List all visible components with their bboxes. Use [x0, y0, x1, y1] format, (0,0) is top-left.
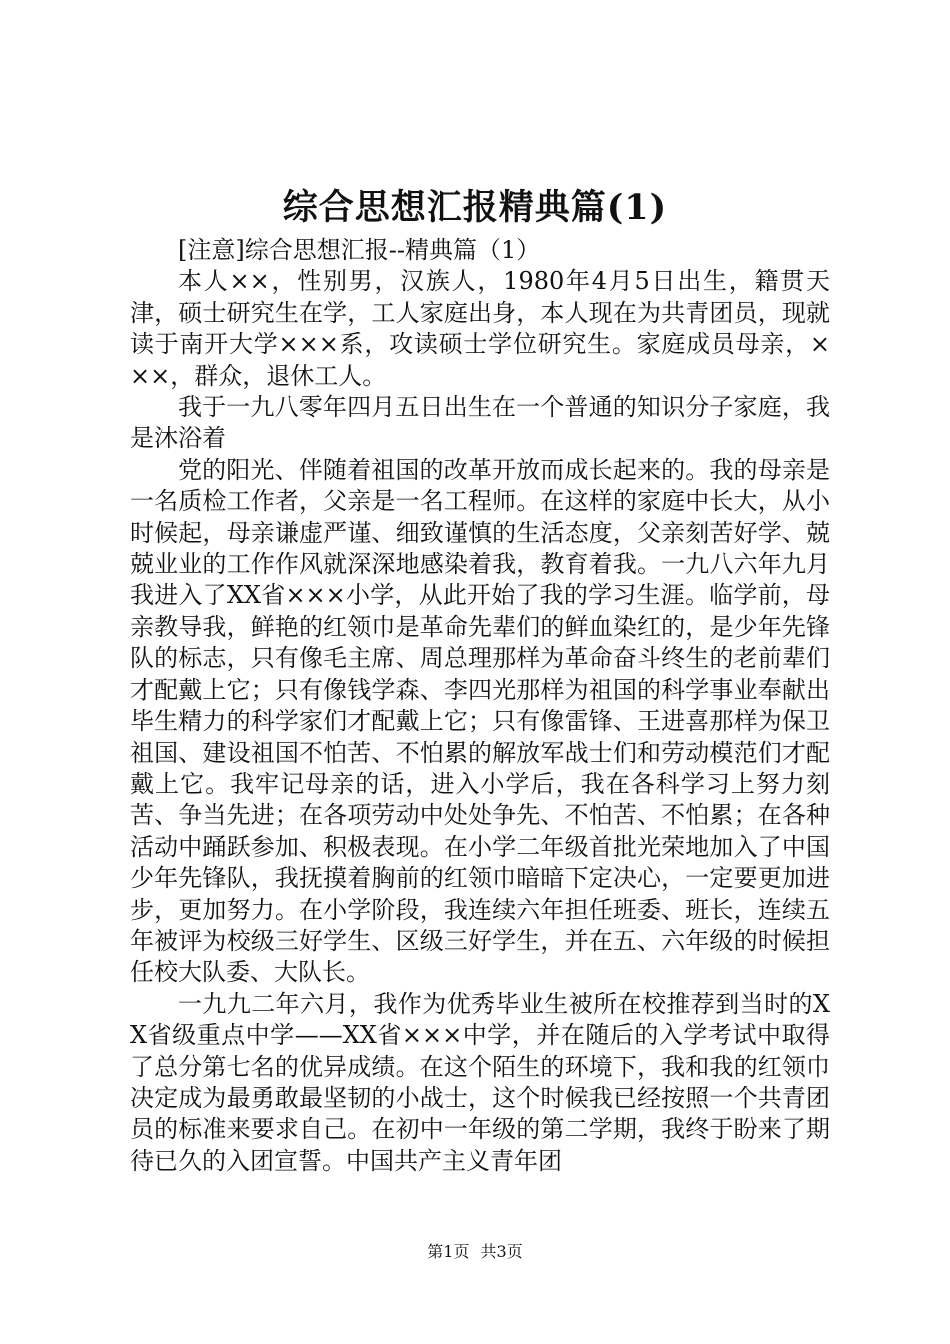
page-total: 共3页: [480, 1242, 523, 1261]
document-body: [130, 235, 830, 1177]
page-number: 第1页: [427, 1242, 470, 1261]
paragraph-birth: 我于一九八零年四月五日出生在一个普通的知识分子家庭，我是沐浴着: [130, 393, 830, 453]
paragraph-personal-info: 本人××，性别男，汉族人，1980年4月5日出生，籍贯天津，硕士研究生在学，工人家庭出身，本人现在为共青团员，现就读于南开大学×××系，攻读硕士学位研究生。家庭成员母亲，×××，群众，退休工人。: [130, 267, 830, 390]
paragraph-childhood: 党的阳光、伴随着祖国的改革开放而成长起来的。我的母亲是一名质检工作者，父亲是一名工程师。在这样的家庭中长大，从小时候起，母亲谦虚严谨、细致谨慎的生活态度，父亲刻苦好学、兢兢业业的工作作风就深深地感染着我，教育着我。一九八六年九月我进入了XX省×××小学，从此开始了我的学习生涯。临学前，母亲教导我，鲜艳的红领巾是革命先辈们的鲜血染红的，是少年先锋队的标志，只有像毛主席、周总理那样为革命奋斗终生的老前辈们才配戴上它；只有像钱学森、李四光那样为祖国的科学事业奉献出毕生精力的科学家们才配戴上它；只有像雷锋、王进喜那样为保卫祖国、建设祖国不怕苦、不怕累的解放军战士们和劳动模范们才配戴上它。我牢记母亲的话，进入小学后，我在各科学习上努力刻苦、争当先进；在各项劳动中处处争先、不怕苦、不怕累；在各种活动中踊跃参加、积极表现。在小学二年级首批光荣地加入了中国少年先锋队，我抚摸着胸前的红领巾暗暗下定决心，一定要更加进步，更加努力。在小学阶段，我连续六年担任班委、班长，连续五年被评为校级三好学生、区级三好学生，并在五、六年级的时候担任校大队委、大队长。: [130, 455, 830, 987]
paragraph-middle-school: 一九九二年六月，我作为优秀毕业生被所在校推荐到当时的XX省级重点中学——XX省×××中学，并在随后的入学考试中取得了总分第七名的优异成绩。在这个陌生的环境下，我和我的红领巾决定成为最勇敢最坚韧的小战士，这个时候我已经按照一个共青团员的标准来要求自己。在初中一年级的第二学期，我终于盼来了期待已久的入团宣誓。中国共产主义青年团: [130, 989, 830, 1175]
page-footer: [0, 1240, 950, 1264]
document-title: 综合思想汇报精典篇(1): [282, 187, 668, 228]
paragraph-note: [注意]综合思想汇报--精典篇（1）: [178, 236, 541, 264]
